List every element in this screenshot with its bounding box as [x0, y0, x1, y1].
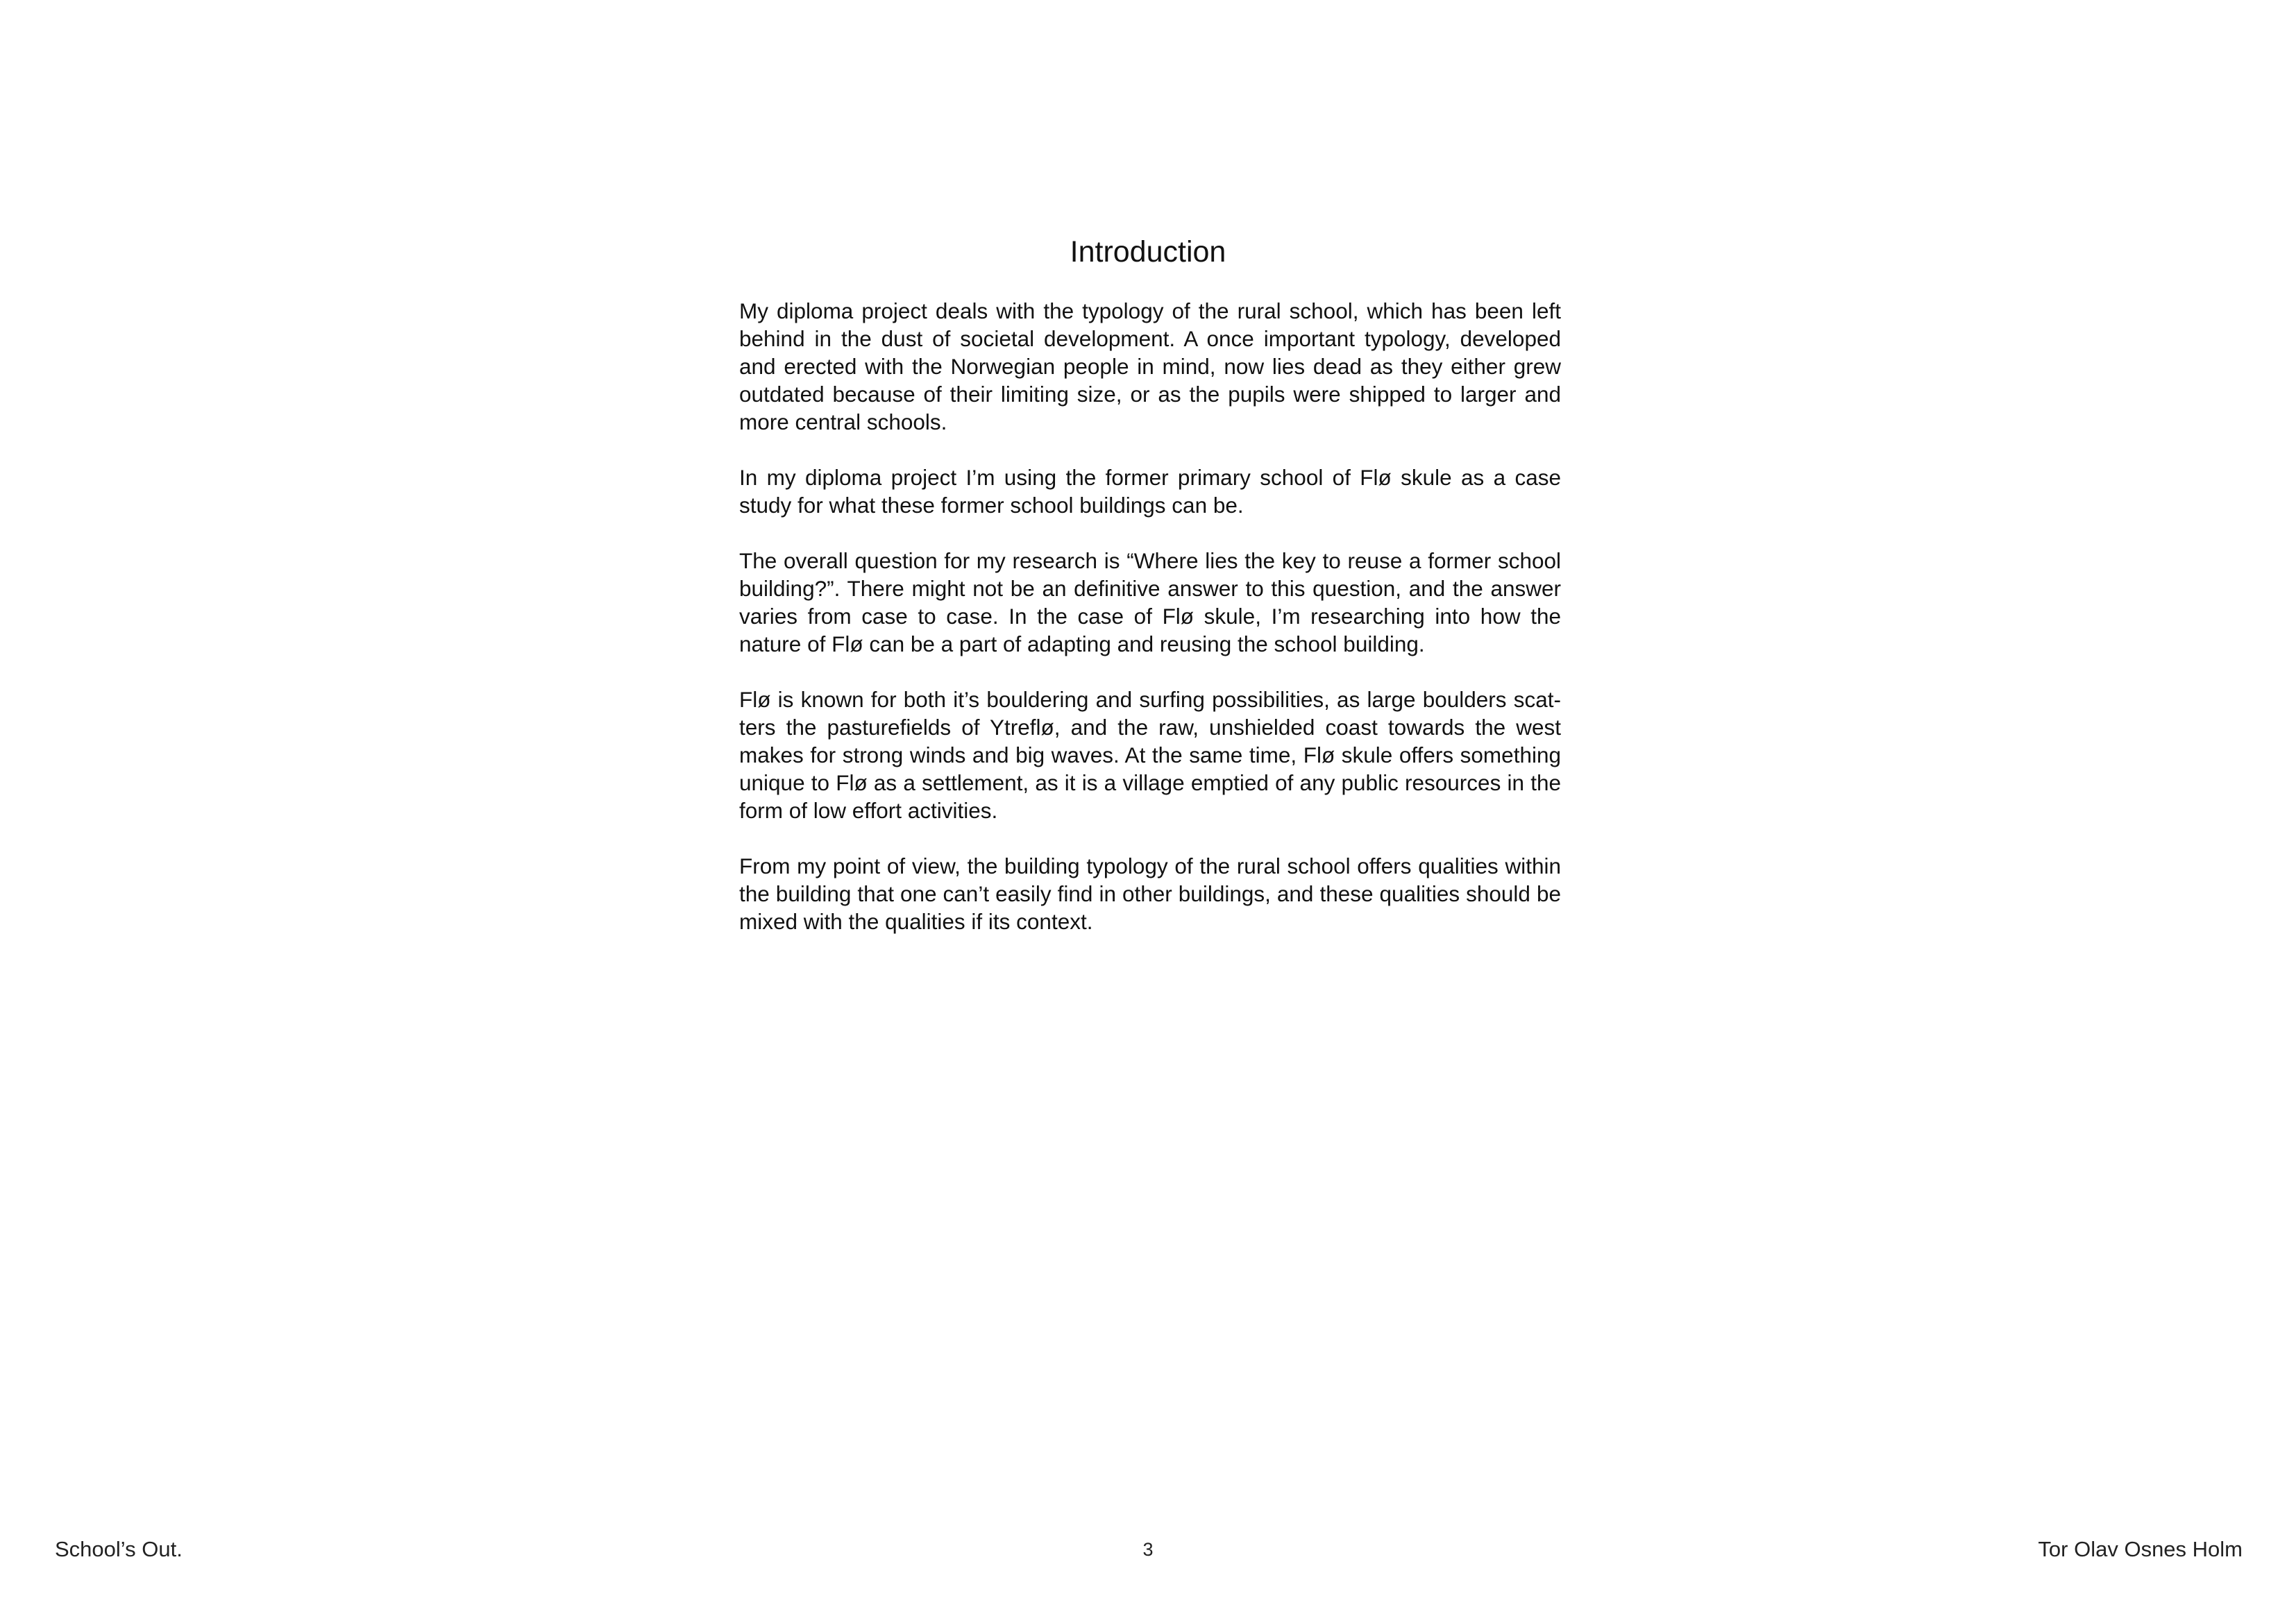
- paragraph-5: From my point of view, the building typology of the rural school offers qualities within the building that one can’t easily find in other buildings, and these qualities should be mixed with the qualities if its context.: [739, 853, 1561, 934]
- paragraph-2: In my diploma project I’m using the former primary school of Flø skule as a case study for what these former school buildings can be.: [739, 465, 1561, 518]
- footer-document-title: School’s Out.: [55, 1537, 183, 1561]
- page-title: Introduction: [1070, 235, 1226, 269]
- paragraph-1: My diploma project deals with the typology of the rural school, which has been left behind in the dust of societal development. A once important typology, developed and erected with the Norwegian people in mind, now lies dead as they either grew outdated because of their limiting size, or as the pupils were shipped to larger and more central schools.: [739, 298, 1561, 434]
- body-text: [739, 297, 1561, 963]
- paragraph-3: The overall question for my research is “Where lies the key to reuse a former school building?”. There might not be an definitive answer to this question, and the answer varies from case to case. In the case of Flø skule, I’m researching into how the nature of Flø can be a part of adapting and reusing the school building.: [739, 548, 1561, 656]
- footer-page-number: 3: [1142, 1539, 1154, 1560]
- footer-author: Tor Olav Osnes Holm: [2038, 1537, 2243, 1561]
- paragraph-4: Flø is known for both it’s bouldering and surfing possibilities, as large boulders scatters the pasturefields of Ytreflø, and the raw, unshielded coast towards the west makes for strong winds and big waves. At the same time, Flø skule offers something unique to Flø as a settlement, as it is a village emptied of any public resources in the form of low effort activities.: [739, 687, 1561, 823]
